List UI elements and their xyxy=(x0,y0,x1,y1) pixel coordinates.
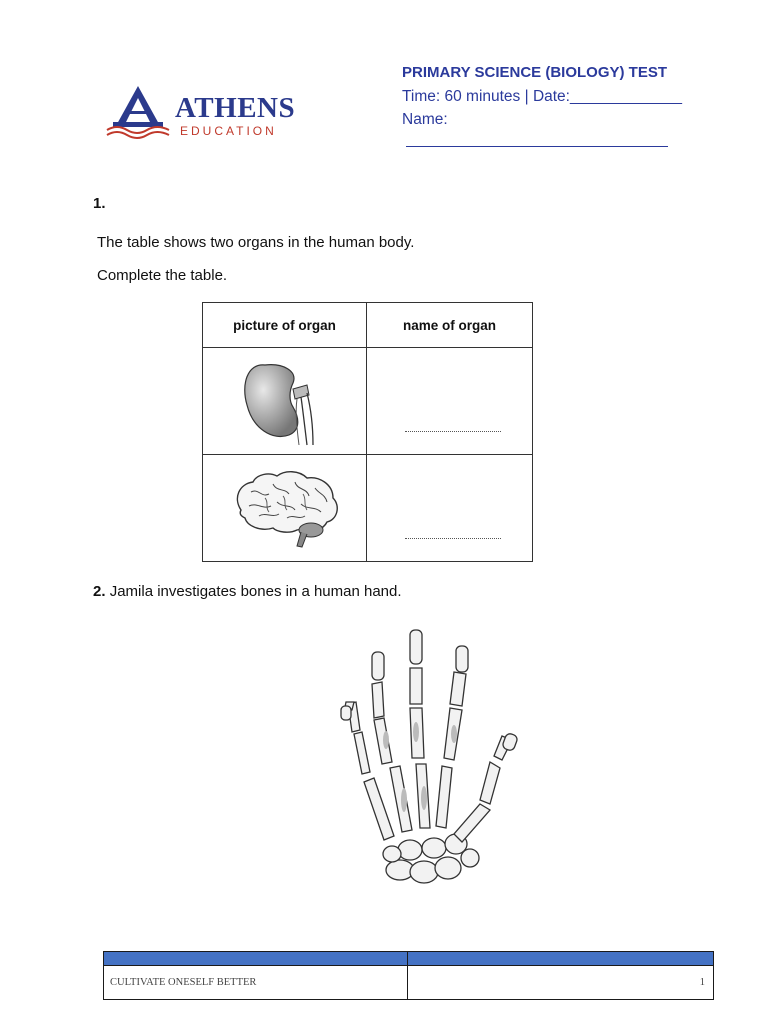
athens-logo xyxy=(103,84,303,144)
page-number: 1 xyxy=(408,966,714,1000)
question-2-number: 2. xyxy=(93,583,106,600)
brain-name-answer-cell[interactable] xyxy=(367,455,533,562)
page-footer xyxy=(103,951,714,1000)
question-1-text: The table shows two organs in the human body. xyxy=(97,234,415,251)
organ-table xyxy=(202,302,533,562)
time-date-line: Time: 60 minutes | Date:_____________ xyxy=(402,88,683,105)
athens-a-emblem-icon xyxy=(103,84,173,142)
test-title: PRIMARY SCIENCE (BIOLOGY) TEST xyxy=(402,64,668,81)
footer-motto: CULTIVATE ONESELF BETTER xyxy=(104,966,408,1000)
name-answer-line[interactable] xyxy=(406,146,668,147)
hand-skeleton-illustration xyxy=(330,622,530,894)
question-2 xyxy=(93,583,402,600)
column-header-picture: picture of organ xyxy=(203,303,367,348)
name-label: Name: xyxy=(402,111,448,128)
table-row xyxy=(203,455,533,562)
logo-brand-name: ATHENS xyxy=(175,92,296,124)
logo-subtitle: EDUCATION xyxy=(180,124,277,138)
table-row xyxy=(203,348,533,455)
column-header-name: name of organ xyxy=(367,303,533,348)
question-1-number: 1. xyxy=(93,195,106,212)
answer-dotted-line[interactable] xyxy=(405,431,501,432)
question-1-instruction: Complete the table. xyxy=(97,267,228,284)
kidney-name-answer-cell[interactable] xyxy=(367,348,533,455)
kidney-icon xyxy=(203,351,367,447)
organ-table-header xyxy=(203,303,533,348)
kidney-picture-cell xyxy=(203,348,367,455)
question-2-text: Jamila investigates bones in a human hand. xyxy=(109,583,402,600)
brain-icon xyxy=(203,458,367,554)
footer-band xyxy=(104,952,714,966)
answer-dotted-line[interactable] xyxy=(405,538,501,539)
brain-picture-cell xyxy=(203,455,367,562)
footer-row xyxy=(104,966,714,1000)
